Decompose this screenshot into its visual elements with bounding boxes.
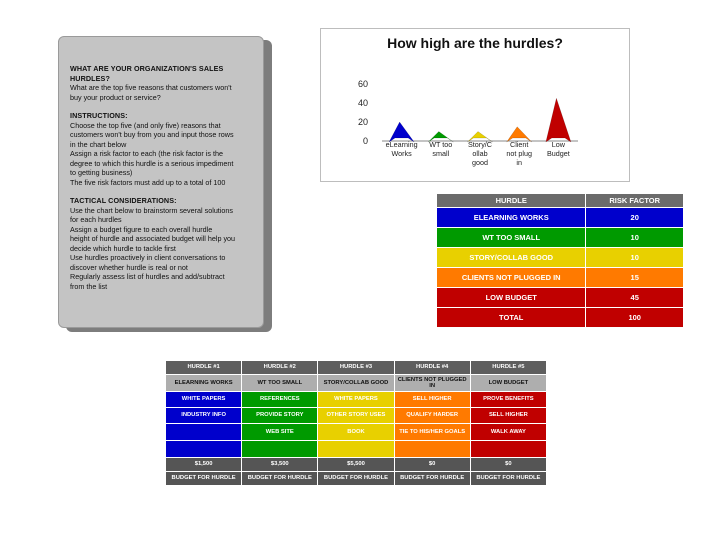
- x-category-label: Story/C: [468, 140, 492, 149]
- grid-solution-cell[interactable]: [166, 441, 242, 458]
- x-category-label: not plug: [506, 149, 532, 158]
- chart-peak: [389, 122, 414, 142]
- risk-table-row: [437, 208, 684, 228]
- x-category-label: eLearning: [385, 140, 418, 149]
- instruction-line: customers won't buy from you and input those rows: [70, 130, 234, 139]
- grid-solution-cell[interactable]: INDUSTRY INFO: [166, 408, 242, 424]
- x-category-label: WT too: [429, 140, 453, 149]
- grid-budget-label-cell: BUDGET FOR HURDLE: [394, 472, 470, 486]
- x-category-label: Client: [510, 140, 529, 149]
- grid-solution-cell[interactable]: [470, 441, 546, 458]
- instruction-line: Regularly assess list of hurdles and add/subtract: [70, 272, 225, 281]
- grid-header-cell: HURDLE #5: [470, 361, 546, 375]
- x-category-label: good: [472, 158, 488, 167]
- grid-solution-cell[interactable]: WHITE PAPERS: [166, 392, 242, 408]
- risk-table-hurdle-cell[interactable]: STORY/COLLAB GOOD: [437, 248, 586, 268]
- grid-hurdle-name-cell[interactable]: WT TOO SMALL: [242, 375, 318, 392]
- risk-table-header-risk: RISK FACTOR: [586, 194, 684, 208]
- grid-solution-cell[interactable]: [318, 441, 394, 458]
- instruction-line: Assign a budget figure to each overall hurdle: [70, 224, 213, 234]
- risk-table-hurdle-cell[interactable]: CLIENTS NOT PLUGGED IN: [437, 268, 586, 288]
- grid-solution-cell[interactable]: SELL HIGHER: [394, 392, 470, 408]
- grid-budget-cell[interactable]: $3,500: [242, 458, 318, 472]
- instruction-line: in the chart below: [70, 139, 127, 149]
- grid-hurdle-name-cell[interactable]: CLIENTS NOT PLUGGED IN: [394, 375, 470, 392]
- grid-name-row: [166, 375, 547, 392]
- instruction-heading: WHAT ARE YOUR ORGANIZATION'S SALES HURDLES?: [70, 64, 224, 83]
- x-category-label: Budget: [547, 149, 570, 158]
- instruction-line: for each hurdles: [70, 215, 122, 224]
- grid-solution-cell[interactable]: WALK AWAY: [470, 424, 546, 441]
- risk-table-total-value: 100: [586, 308, 684, 328]
- instruction-line: The five risk factors must add up to a total of 100: [70, 177, 226, 187]
- y-tick-label: 20: [357, 117, 368, 127]
- risk-table-hurdle-cell[interactable]: LOW BUDGET: [437, 288, 586, 308]
- instruction-line: degree to which this hurdle is a serious impediment: [70, 158, 234, 168]
- x-category-label: Low: [551, 140, 565, 149]
- grid-header-cell: HURDLE #4: [394, 361, 470, 375]
- instruction-line: from the list: [70, 281, 108, 291]
- instructions-text: [70, 64, 260, 300]
- x-category-label: Works: [391, 149, 412, 158]
- grid-header-cell: HURDLE #2: [242, 361, 318, 375]
- grid-budget-label-cell: BUDGET FOR HURDLE: [470, 472, 546, 486]
- instruction-line: discover whether hurdle is real or not: [70, 262, 188, 272]
- instruction-line: What are the top five reasons that customers won't: [70, 83, 232, 92]
- grid-solution-cell[interactable]: WEB SITE: [242, 424, 318, 441]
- hurdle-height-chart: [320, 28, 630, 182]
- grid-solution-row: [166, 424, 547, 441]
- risk-table-total-label: TOTAL: [437, 308, 586, 328]
- risk-table-risk-cell[interactable]: 10: [586, 228, 684, 248]
- chart-title: How high are the hurdles?: [387, 35, 563, 51]
- grid-hurdle-name-cell[interactable]: ELEARNING WORKS: [166, 375, 242, 392]
- instruction-line: Choose the top five (and only five) reasons that: [70, 120, 221, 130]
- instruction-line: Assign a risk factor to each (the risk factor is the: [70, 149, 223, 158]
- grid-budget-cell[interactable]: $1,500: [166, 458, 242, 472]
- grid-solution-cell[interactable]: REFERENCES: [242, 392, 318, 408]
- grid-solution-cell[interactable]: BOOK: [318, 424, 394, 441]
- x-category-label: ollab: [472, 149, 488, 158]
- risk-table-hurdle-cell[interactable]: WT TOO SMALL: [437, 228, 586, 248]
- x-category-label: in: [516, 158, 523, 167]
- risk-table-risk-cell[interactable]: 20: [586, 208, 684, 228]
- grid-header-cell: HURDLE #3: [318, 361, 394, 375]
- grid-header-cell: HURDLE #1: [166, 361, 242, 375]
- grid-hurdle-name-cell[interactable]: STORY/COLLAB GOOD: [318, 375, 394, 392]
- instruction-line: to getting business): [70, 168, 133, 177]
- chart-peak: [546, 98, 571, 142]
- grid-budget-cell[interactable]: $0: [394, 458, 470, 472]
- grid-solution-cell[interactable]: PROVE BENEFITS: [470, 392, 546, 408]
- y-tick-label: 60: [357, 79, 368, 89]
- risk-table-header-row: [437, 194, 684, 208]
- grid-budget-label-row: [166, 472, 547, 486]
- grid-solution-cell[interactable]: WHITE PAPERS: [318, 392, 394, 408]
- instruction-section: [70, 196, 260, 291]
- grid-budget-label-cell: BUDGET FOR HURDLE: [242, 472, 318, 486]
- grid-solution-cell[interactable]: QUALIFY HARDER: [394, 408, 470, 424]
- risk-table-row: [437, 228, 684, 248]
- y-tick-label: 0: [362, 136, 368, 146]
- risk-table-row: [437, 288, 684, 308]
- grid-hurdle-name-cell[interactable]: LOW BUDGET: [470, 375, 546, 392]
- grid-solution-cell[interactable]: [394, 441, 470, 458]
- grid-budget-cell[interactable]: $5,500: [318, 458, 394, 472]
- instruction-line: Use the chart below to brainstorm several solutions: [70, 205, 233, 215]
- instruction-line: Use hurdles proactively in client conversations to: [70, 253, 226, 262]
- grid-solution-cell[interactable]: OTHER STORY USES: [318, 408, 394, 424]
- risk-table-row: [437, 268, 684, 288]
- instruction-section: [70, 64, 260, 102]
- instruction-line: decide which hurdle to tackle first: [70, 243, 176, 253]
- risk-factor-table: [436, 193, 684, 328]
- grid-solution-cell[interactable]: TIE TO HIS/HER GOALS: [394, 424, 470, 441]
- instruction-heading: INSTRUCTIONS:: [70, 111, 128, 120]
- grid-solution-cell[interactable]: SELL HIGHER: [470, 408, 546, 424]
- grid-solution-cell[interactable]: PROVIDE STORY: [242, 408, 318, 424]
- instruction-section: [70, 111, 260, 187]
- grid-solution-row: [166, 408, 547, 424]
- instruction-line: buy your product or service?: [70, 92, 161, 102]
- instruction-line: height of hurdle and associated budget will help you: [70, 234, 236, 243]
- grid-solution-row: [166, 441, 547, 458]
- grid-budget-label-cell: BUDGET FOR HURDLE: [166, 472, 242, 486]
- risk-table-risk-cell[interactable]: 45: [586, 288, 684, 308]
- grid-solution-cell[interactable]: [166, 424, 242, 441]
- risk-table-row: [437, 248, 684, 268]
- risk-table-header-hurdle: HURDLE: [437, 194, 586, 208]
- hurdle-planning-grid: [165, 360, 547, 486]
- grid-budget-cell[interactable]: $0: [470, 458, 546, 472]
- grid-solution-row: [166, 392, 547, 408]
- risk-table-hurdle-cell[interactable]: ELEARNING WORKS: [437, 208, 586, 228]
- risk-table-risk-cell[interactable]: 10: [586, 248, 684, 268]
- risk-table-total-row: [437, 308, 684, 328]
- x-category-label: small: [432, 149, 450, 158]
- grid-solution-cell[interactable]: [242, 441, 318, 458]
- grid-budget-row: [166, 458, 547, 472]
- grid-header-row: [166, 361, 547, 375]
- y-tick-label: 40: [357, 98, 368, 108]
- grid-budget-label-cell: BUDGET FOR HURDLE: [318, 472, 394, 486]
- instruction-heading: TACTICAL CONSIDERATIONS:: [70, 196, 177, 205]
- risk-table-risk-cell[interactable]: 15: [586, 268, 684, 288]
